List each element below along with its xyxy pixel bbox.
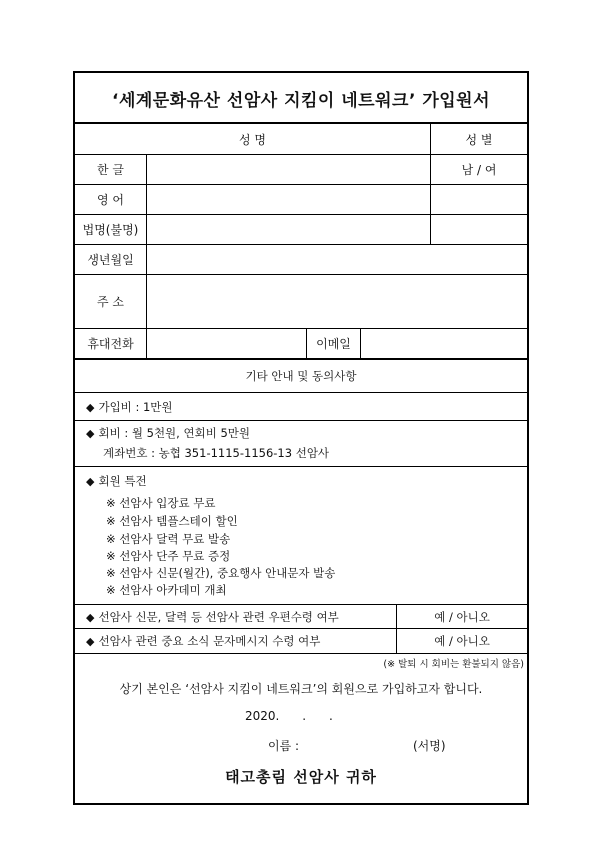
account-text: 계좌번호 : 농협 351-1115-1156-13 선암사 — [103, 446, 330, 460]
benefit-item: ※ 선암사 달력 무료 발송 — [106, 532, 231, 546]
diamond-icon: ◆ — [86, 401, 95, 414]
fee-text: 가입비 : 1만원 — [98, 400, 173, 414]
birthdate-field[interactable] — [147, 245, 527, 274]
divider — [75, 466, 527, 467]
fee-item — [86, 399, 173, 415]
phone-field[interactable] — [147, 329, 306, 358]
english-name-field[interactable] — [147, 185, 430, 214]
diamond-icon: ◆ — [86, 635, 95, 648]
dharma-name-label: 법명(불명) — [82, 223, 139, 237]
benefits-title: 회원 특전 — [98, 474, 147, 488]
divider — [75, 392, 527, 393]
korean-name-field[interactable] — [147, 155, 430, 184]
statement: 상기 본인은 ‘선암사 지킴이 네트워크’의 회원으로 가입하고자 합니다. — [119, 681, 483, 696]
consent-mail-choice[interactable]: 예 / 아니오 — [434, 609, 490, 624]
name-header: 성 명 — [239, 132, 266, 147]
gender-header: 성 별 — [465, 132, 493, 147]
consent-sms-text: 선암사 관련 중요 소식 문자메시지 수령 여부 — [98, 634, 321, 648]
consent-sms-choice[interactable]: 예 / 아니오 — [434, 634, 490, 648]
email-label: 이메일 — [316, 337, 351, 351]
diamond-icon: ◆ — [86, 475, 95, 488]
divider — [75, 653, 527, 654]
email-field[interactable] — [361, 329, 527, 358]
divider — [75, 420, 527, 421]
benefit-item: ※ 선암사 단주 무료 증정 — [106, 549, 231, 563]
english-name-label: 영 어 — [97, 193, 124, 207]
name-label: 이름 : — [268, 739, 300, 753]
consent-mail — [86, 609, 339, 625]
section-header: 기타 안내 및 동의사항 — [245, 369, 357, 383]
dharma-name-field[interactable] — [147, 215, 430, 244]
consent-mail-text: 선암사 신문, 달력 등 선암사 관련 우편수령 여부 — [98, 610, 339, 624]
gender-value[interactable]: 남 / 여 — [461, 163, 497, 177]
address-label: 주 소 — [97, 295, 124, 309]
benefit-item: ※ 선암사 아카데미 개최 — [106, 583, 227, 597]
date-line: 2020. . . — [245, 709, 333, 723]
benefit-item: ※ 선암사 템플스테이 할인 — [106, 514, 238, 528]
benefits-item — [86, 473, 147, 489]
benefit-item: ※ 선암사 입장료 무료 — [106, 496, 216, 510]
korean-name-label: 한 글 — [97, 163, 124, 177]
phone-label: 휴대전화 — [87, 337, 134, 351]
address-field[interactable] — [147, 275, 527, 328]
recipient: 태고총림 선암사 귀하 — [225, 767, 377, 786]
refund-note: (※ 탈퇴 시 회비는 환불되지 않음) — [383, 659, 524, 670]
consent-sms — [86, 633, 320, 649]
signature-label: (서명) — [413, 739, 446, 753]
diamond-icon: ◆ — [86, 427, 95, 440]
benefit-item: ※ 선암사 신문(월간), 중요행사 안내문자 발송 — [106, 566, 336, 580]
dues-text: 회비 : 월 5천원, 연회비 5만원 — [98, 426, 250, 440]
diamond-icon: ◆ — [86, 611, 95, 624]
form-title: ‘세계문화유산 선암사 지킴이 네트워크’ 가입원서 — [75, 74, 527, 124]
birthdate-label: 생년월일 — [87, 253, 134, 267]
dues-item — [86, 425, 250, 441]
